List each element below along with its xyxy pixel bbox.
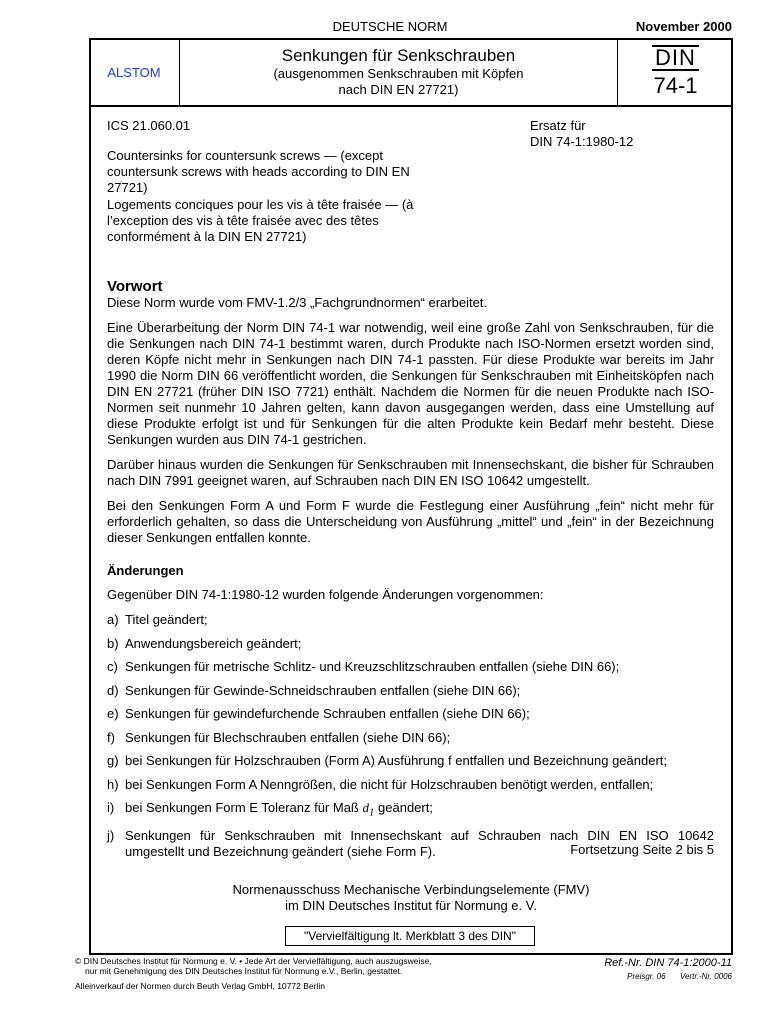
foreword-paragraph: Darüber hinaus wurden die Senkungen für Senkschrauben mit Innensechskant, die bisher für Schrauben nach DIN 7991 geeignet waren, auf Schrauben nach DIN EN ISO 10642 umgestellt. [107,457,714,488]
price-group: Preisgr. 06 [627,972,666,981]
replacement-label: Ersatz für [530,118,586,133]
list-text: Titel geändert; [125,612,208,627]
list-item [107,683,714,699]
committee-line-1: Normenausschuss Mechanische Verbindungselemente (FMV) [232,882,590,897]
foreword-paragraph: Eine Überarbeitung der Norm DIN 74-1 war notwendig, weil eine große Zahl von Senkschrauben, für die die Senkungen nach DIN 74-1 bestimmt waren, durch Produkte nach ISO-Normen ersetzt worden sind, deren Köpfe nicht mehr in Senkungen nach DIN 74-1 passten. Für diese Produkte war bereits im Jahr 1990 die Norm DIN 66 veröffentlicht worden, die Senkungen für Senkschrauben mit Einheitsköpfen nach DIN EN 27721 (früher DIN ISO 7721) enthält. Nachdem die Normen für die neuen Produkte nach ISO-Normen seit nunmehr 10 Jahren gelten, kann davon ausgegangen werden, dass eine Umstellung auf diese Produkte erfolgt ist und für Senkungen für die alten Produkte kein Bedarf mehr besteht. Diese Senkungen wurden aus DIN 74-1 gestrichen. [107,320,714,447]
copyright-line-1: © DIN Deutsches Institut für Normung e. V. • Jede Art der Vervielfältigung, auch auszugsweise, [75,956,432,966]
list-text: Senkungen für Blechschrauben entfallen (siehe DIN 66); [125,729,451,745]
din-mark: DIN [652,45,699,71]
changes-intro: Gegenüber DIN 74-1:1980-12 wurden folgende Änderungen vorgenommen: [107,587,544,602]
foreword-paragraph: Diese Norm wurde vom FMV-1.2/3 „Fachgrundnormen“ erarbeitet. [107,295,488,310]
title-french: Logements conciques pour les vis à tête fraisée — (à l’exception des vis à tête fraisée avec des têtes conformément à la DIN EN 27721) [107,197,414,244]
list-text: Senkungen für gewindefurchende Schrauben entfallen (siehe DIN 66); [125,706,530,721]
list-label: c) [107,659,118,674]
list-text: Anwendungsbereich geändert; [125,635,302,651]
price-info [627,972,732,981]
list-label: g) [107,753,119,768]
list-text [125,800,714,821]
list-text: bei Senkungen für Holzschrauben (Form A) Ausführung f entfallen und Bezeichnung geändert; [125,753,668,768]
list-label: h) [107,776,119,792]
list-item [107,706,714,722]
subtitle-line-2: nach DIN EN 27721) [338,82,459,97]
replacement-info [530,118,720,150]
issue-date: November 2000 [635,19,732,34]
list-text-after: geändert; [374,800,433,815]
subtitle-line-1: (ausgenommen Senkschrauben mit Köpfen [273,66,524,81]
list-label: i) [107,800,115,815]
frame-bottom-rule [89,953,733,955]
main-content [107,279,714,868]
din-cell [618,38,733,107]
list-item [107,777,714,793]
distribution-number: Vertr.-Nr. 0006 [679,972,732,981]
copyright-notice [75,956,545,976]
list-item [107,636,714,652]
list-item [107,730,714,746]
list-item [107,800,714,821]
doc-subtitle [180,66,617,98]
sales-notice: Alleinverkauf der Normen durch Beuth Verlag GmbH, 10772 Berlin [75,981,325,991]
continuation-note: Fortsetzung Seite 2 bis 5 [570,842,714,857]
list-item [107,612,714,628]
foreword-paragraph: Bei den Senkungen Form A und Form F wurde die Festlegung einer Ausführung „fein“ nicht mehr für erforderlich gehalten, so dass die Unterscheidung von Ausführung „mittel“ und „fein“ in der Bezeichnung dieser Senkungen entfallen konnte. [107,498,714,545]
list-label: j) [107,828,115,844]
list-text-before: bei Senkungen Form E Toleranz für Maß [125,800,363,815]
list-label: f) [107,729,115,745]
dimension-subscript: 1 [369,806,375,819]
copyright-line-2: nur mit Genehmigung des DIN Deutsches Institut für Normung e.V., Berlin, gestattet. [85,966,403,976]
din-number: 74-1 [653,73,698,98]
title-cell [180,38,618,107]
reference-number: Ref.-Nr. DIN 74-1:2000-11 [604,957,732,969]
committee-line-2: im DIN Deutsches Institut für Normung e. V. [285,898,537,913]
copy-notice: "Vervielfältigung lt. Merkblatt 3 des DIN" [285,926,535,946]
changes-heading: Änderungen [107,563,184,578]
foreword-heading: Vorwort [107,278,163,295]
norm-type: DEUTSCHE NORM [332,19,448,34]
list-text: Senkungen für Gewinde-Schneidschrauben entfallen (siehe DIN 66); [125,682,521,698]
company-logo: ALSTOM [89,38,180,107]
list-label: e) [107,706,119,721]
list-text: bei Senkungen Form A Nenngrößen, die nicht für Holzschrauben benötigt werden, entfallen; [125,776,654,792]
committee [89,882,733,914]
list-text: Senkungen für metrische Schlitz- und Kreuzschlitzschrauben entfallen (siehe DIN 66); [125,659,620,674]
replacement-ref: DIN 74-1:1980-12 [530,134,634,149]
ics-code: ICS 21.060.01 [107,118,191,133]
list-label: d) [107,682,119,698]
list-label: b) [107,635,119,651]
doc-title: Senkungen für Senkschrauben [281,46,516,65]
list-label: a) [107,612,119,627]
dimension-symbol: d [362,800,369,815]
list-text: Senkungen für Senkschrauben mit Innensechskant auf Schrauben nach DIN EN ISO 10642 umgestellt und Bezeichnung geändert (siehe Form F). [125,828,714,860]
title-english: Countersinks for countersunk screws — (except countersunk screws with heads according to DIN EN 27721) [107,148,410,195]
list-item [107,659,714,675]
list-item [107,753,714,769]
